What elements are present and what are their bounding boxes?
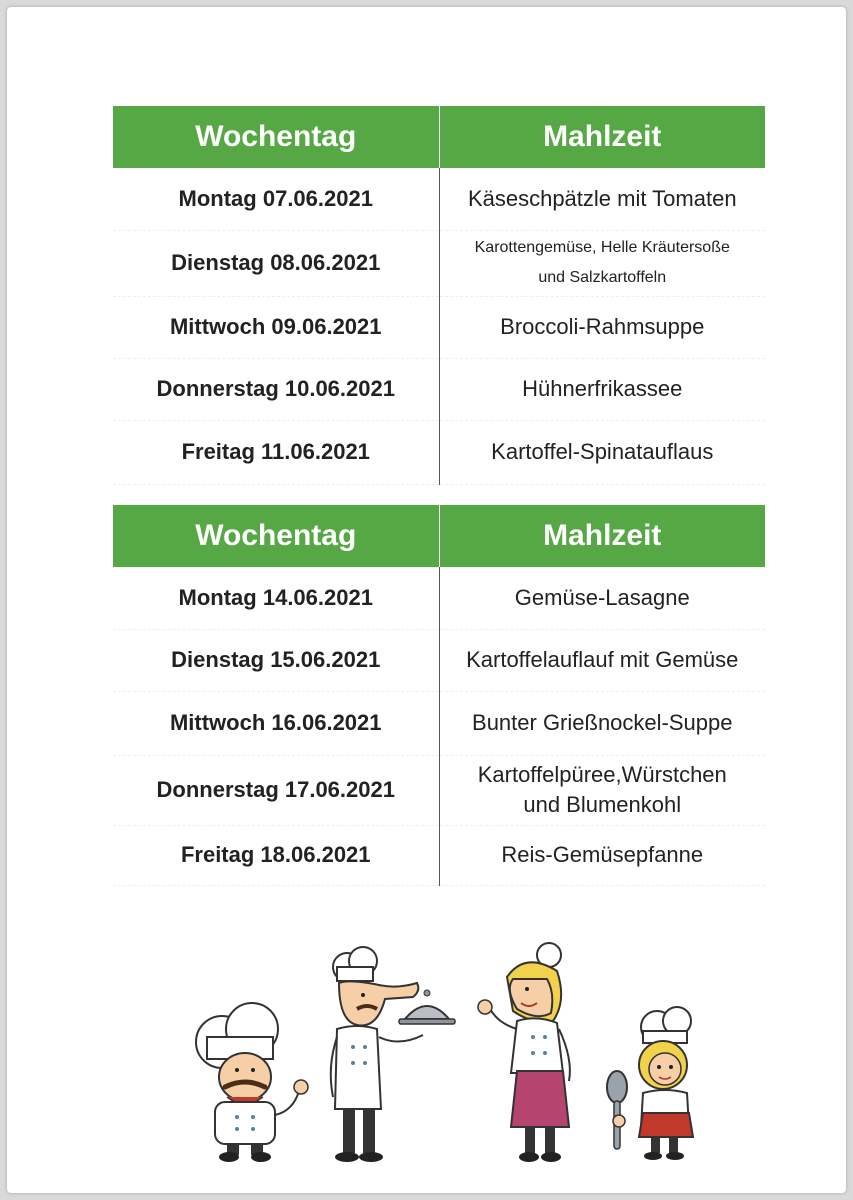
table-row bbox=[113, 296, 765, 358]
meal-cell bbox=[439, 825, 765, 885]
table-row bbox=[113, 168, 765, 230]
meal-line: und Blumenkohl bbox=[523, 792, 682, 817]
table-row bbox=[113, 825, 765, 885]
weekday-cell: Mittwoch 16.06.2021 bbox=[113, 691, 439, 755]
meal-line: Karottengemüse, Helle Kräutersoße bbox=[474, 238, 730, 256]
menu-table-week-2 bbox=[113, 505, 765, 886]
weekday-cell: Freitag 11.06.2021 bbox=[113, 420, 439, 484]
meal-cell bbox=[439, 168, 765, 230]
girl-chef-icon bbox=[607, 1007, 693, 1160]
weekday-cell: Mittwoch 09.06.2021 bbox=[113, 296, 439, 358]
column-header-meal: Mahlzeit bbox=[439, 505, 765, 567]
meal-cell bbox=[439, 420, 765, 484]
menu-sheet bbox=[7, 7, 846, 1193]
meal-cell bbox=[439, 567, 765, 629]
table-row bbox=[113, 358, 765, 420]
meal-cell bbox=[439, 691, 765, 755]
meal-line: Kartoffelpüree,Würstchen bbox=[477, 762, 727, 788]
meal-cell bbox=[439, 230, 765, 296]
column-header-weekday: Wochentag bbox=[113, 106, 439, 168]
meal-cell bbox=[439, 755, 765, 825]
tall-chef-icon bbox=[331, 947, 455, 1162]
meal-line: Hühnerfrikassee bbox=[522, 376, 683, 402]
meal-cell bbox=[439, 358, 765, 420]
column-header-weekday: Wochentag bbox=[113, 505, 439, 567]
meal-cell bbox=[439, 296, 765, 358]
weekday-cell: Montag 14.06.2021 bbox=[113, 567, 439, 629]
weekday-cell: Freitag 18.06.2021 bbox=[113, 825, 439, 885]
table-header-row bbox=[113, 106, 765, 168]
meal-line: Kartoffel-Spinatauflaus bbox=[491, 439, 714, 465]
woman-chef-icon bbox=[478, 943, 570, 1162]
meal-line: Käseschpätzle mit Tomaten bbox=[467, 185, 737, 211]
table-row bbox=[113, 230, 765, 296]
meal-line: und Salzkartoffeln bbox=[538, 269, 667, 286]
weekday-cell: Montag 07.06.2021 bbox=[113, 168, 439, 230]
table-row bbox=[113, 567, 765, 629]
table-row bbox=[113, 629, 765, 691]
meal-line: Broccoli-Rahmsuppe bbox=[500, 314, 705, 340]
meal-line: Kartoffelauflauf mit Gemüse bbox=[466, 647, 739, 673]
table-header-row bbox=[113, 505, 765, 567]
short-chef-icon bbox=[196, 1003, 308, 1162]
meal-line: Bunter Grießnockel-Suppe bbox=[472, 710, 733, 736]
weekday-cell: Donnerstag 10.06.2021 bbox=[113, 358, 439, 420]
table-row bbox=[113, 691, 765, 755]
weekday-cell: Dienstag 15.06.2021 bbox=[113, 629, 439, 691]
table-row bbox=[113, 755, 765, 825]
meal-line: Gemüse-Lasagne bbox=[514, 584, 690, 610]
menu-table-week-1 bbox=[113, 106, 765, 485]
weekday-cell: Donnerstag 17.06.2021 bbox=[113, 755, 439, 825]
column-header-meal: Mahlzeit bbox=[439, 106, 765, 168]
table-row bbox=[113, 420, 765, 484]
meal-cell bbox=[439, 629, 765, 691]
meal-line: Reis-Gemüsepfanne bbox=[501, 842, 704, 868]
weekday-cell: Dienstag 08.06.2021 bbox=[113, 230, 439, 296]
chef-family-illustration-icon bbox=[187, 937, 707, 1167]
